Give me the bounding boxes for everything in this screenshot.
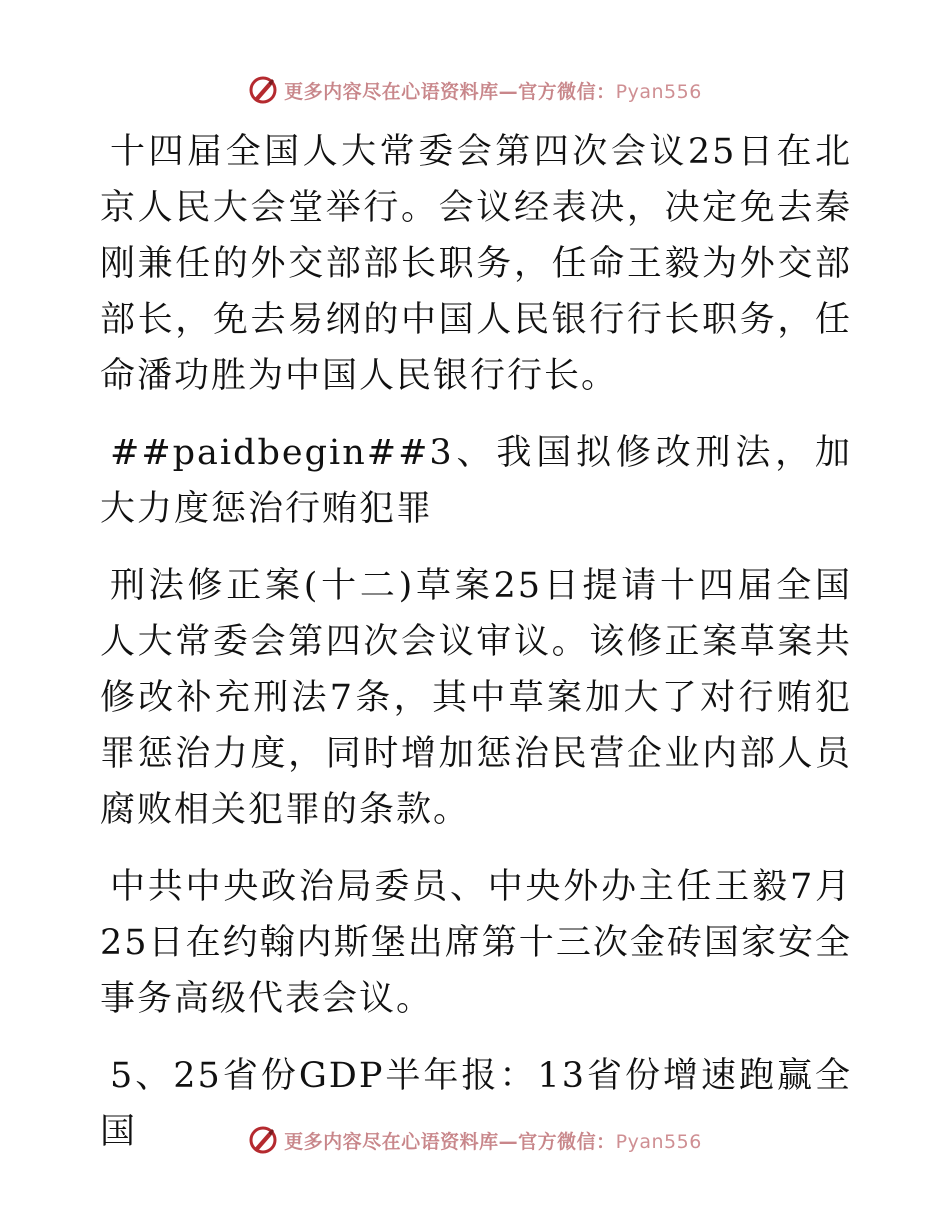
watermark-id: Pyan556 <box>615 1130 702 1153</box>
pen-logo-icon <box>248 1125 278 1155</box>
header-watermark <box>0 72 950 108</box>
paragraph-appointment: 十四届全国人大常委会第四次会议25日在北京人民大会堂举行。会议经表决，决定免去秦刚兼任的外交部部长职务，任命王毅为外交部部长，免去易纲的中国人民银行行长职务，任命潘功胜为中国人民银行行长。 <box>100 132 852 396</box>
watermark-text: 更多内容尽在心语资料库—官方微信：Pyan556 <box>284 80 702 103</box>
watermark-id: Pyan556 <box>615 80 702 103</box>
pen-logo-icon <box>248 75 278 105</box>
document-body <box>100 124 852 1181</box>
paragraph-criminal-law-amendment: 刑法修正案(十二)草案25日提请十四届全国人大常委会第四次会议审议。该修正案草案共修改补充刑法7条，其中草案加大了对行贿犯罪惩治力度，同时增加惩治民营企业内部人员腐败相关犯罪的条款。 <box>100 566 852 830</box>
paragraph-heading-criminal-law: ##paidbegin##3、我国拟修改刑法，加大力度惩治行贿犯罪 <box>100 433 852 529</box>
footer-watermark <box>0 1122 950 1158</box>
paragraph-brics-meeting: 中共中央政治局委员、中央外办主任王毅7月25日在约翰内斯堡出席第十三次金砖国家安全事务高级代表会议。 <box>100 867 852 1019</box>
watermark-text: 更多内容尽在心语资料库—官方微信：Pyan556 <box>284 1130 702 1153</box>
paragraph-heading-gdp: 5、25省份GDP半年报：13省份增速跑赢全国 <box>100 1056 852 1152</box>
